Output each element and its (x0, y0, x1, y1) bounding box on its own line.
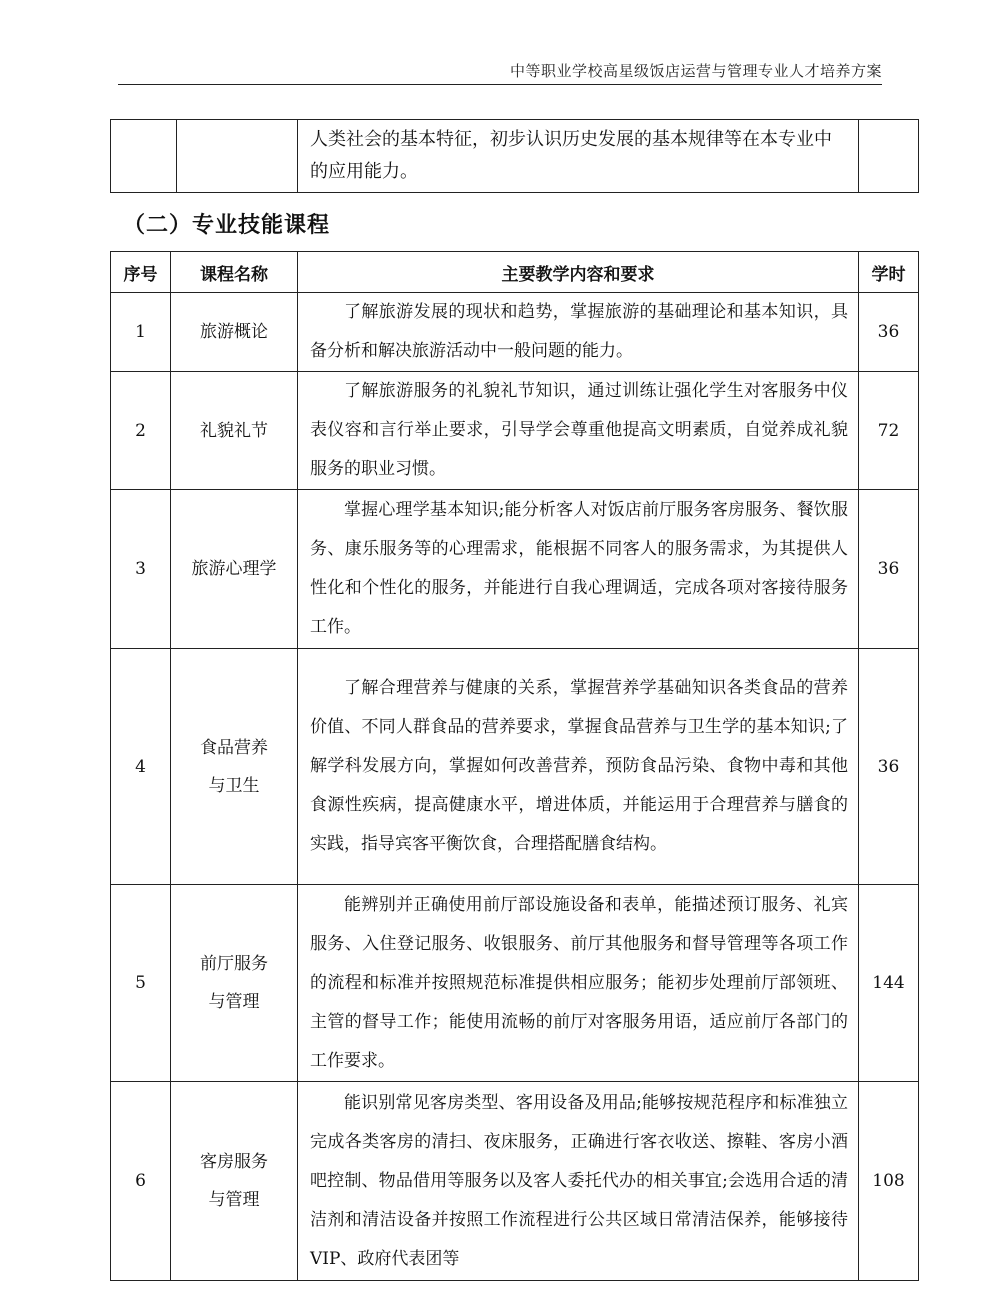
course-hours: 36 (859, 490, 919, 649)
course-name-line: 食品营养 (200, 737, 268, 758)
table-row (111, 372, 919, 490)
course-content: 了解旅游服务的礼貌礼节知识，通过训练让强化学生对客服务中仪表仪容和言行举止要求，引导学会尊重他提高文明素质，自觉养成礼貌服务的职业习惯。 (298, 372, 859, 490)
table-row (111, 1082, 919, 1281)
hours-cell (859, 120, 919, 193)
course-content: 了解合理营养与健康的关系，掌握营养学基础知识各类食品的营养价值、不同人群食品的营养要求，掌握食品营养与卫生学的基本知识;了解学科发展方向，掌握如何改善营养，预防食品污染、食物中毒和其他食源性疾病，提高健康水平，增进体质，并能运用于合理营养与膳食的实践，指导宾客平衡饮食，合理搭配膳食结构。 (298, 649, 859, 885)
course-table (110, 251, 919, 1281)
course-name-line: 旅游概论 (200, 322, 268, 342)
course-name (171, 1082, 298, 1281)
document-header-title: 中等职业学校高星级饭店运营与管理专业人才培养方案 (509, 62, 882, 80)
course-hours: 108 (859, 1082, 919, 1281)
row-index: 6 (111, 1082, 171, 1281)
row-index: 2 (111, 372, 171, 490)
course-name-line: 前厅服务 (200, 954, 268, 974)
course-name (171, 293, 298, 372)
section-title: （二）专业技能课程 (123, 213, 331, 238)
course-name (171, 490, 298, 649)
row-index: 1 (111, 293, 171, 372)
index-cell (111, 120, 177, 193)
course-name-line: 与卫生 (208, 775, 260, 796)
content-cell: 人类社会的基本特征，初步认识历史发展的基本规律等在本专业中的应用能力。 (298, 120, 859, 193)
course-name (171, 372, 298, 490)
course-hours: 144 (859, 885, 919, 1082)
table-row (111, 490, 919, 649)
course-hours: 72 (859, 372, 919, 490)
row-index: 4 (111, 649, 171, 885)
table-row (111, 120, 919, 193)
continued-table (110, 119, 919, 193)
name-cell (177, 120, 298, 193)
course-content: 掌握心理学基本知识;能分析客人对饭店前厅服务客房服务、餐饮服务、康乐服务等的心理需求，能根据不同客人的服务需求，为其提供人性化和个性化的服务，并能进行自我心理调适，完成各项对客接待服务工作。 (298, 490, 859, 649)
row-index: 3 (111, 490, 171, 649)
header-hours: 学时 (859, 252, 919, 293)
course-content: 能识别常见客房类型、客用设备及用品;能够按规范程序和标准独立完成各类客房的清扫、夜床服务，正确进行客衣收送、擦鞋、客房小酒吧控制、物品借用等服务以及客人委托代办的相关事宜;会选用合适的清洁剂和清洁设备并按照工作流程进行公共区域日常清洁保养，能够接待 VIP、政府代表团等 (298, 1082, 859, 1281)
course-name-line: 与管理 (208, 1190, 260, 1210)
course-content: 能辨别并正确使用前厅部设施设备和表单，能描述预订服务、礼宾服务、入住登记服务、收银服务、前厅其他服务和督导管理等各项工作的流程和标准并按照规范标准提供相应服务；能初步处理前厅部领班、主管的督导工作；能使用流畅的前厅对客服务用语，适应前厅各部门的工作要求。 (298, 885, 859, 1082)
course-content: 了解旅游发展的现状和趋势，掌握旅游的基础理论和基本知识，具备分析和解决旅游活动中一般问题的能力。 (298, 293, 859, 372)
table-row (111, 293, 919, 372)
table-row (111, 649, 919, 885)
header-divider (118, 84, 882, 85)
course-name-line: 礼貌礼节 (200, 420, 268, 441)
header-name: 课程名称 (171, 252, 298, 293)
course-hours: 36 (859, 293, 919, 372)
course-name-line: 客房服务 (200, 1152, 268, 1172)
header-index: 序号 (111, 252, 171, 293)
header-content: 主要教学内容和要求 (298, 252, 859, 293)
course-name (171, 885, 298, 1082)
row-index: 5 (111, 885, 171, 1082)
course-name-line: 与管理 (208, 992, 260, 1012)
course-name-line: 旅游心理学 (191, 559, 277, 579)
course-name (171, 649, 298, 885)
table-header-row (111, 252, 919, 293)
course-hours: 36 (859, 649, 919, 885)
table-row (111, 885, 919, 1082)
